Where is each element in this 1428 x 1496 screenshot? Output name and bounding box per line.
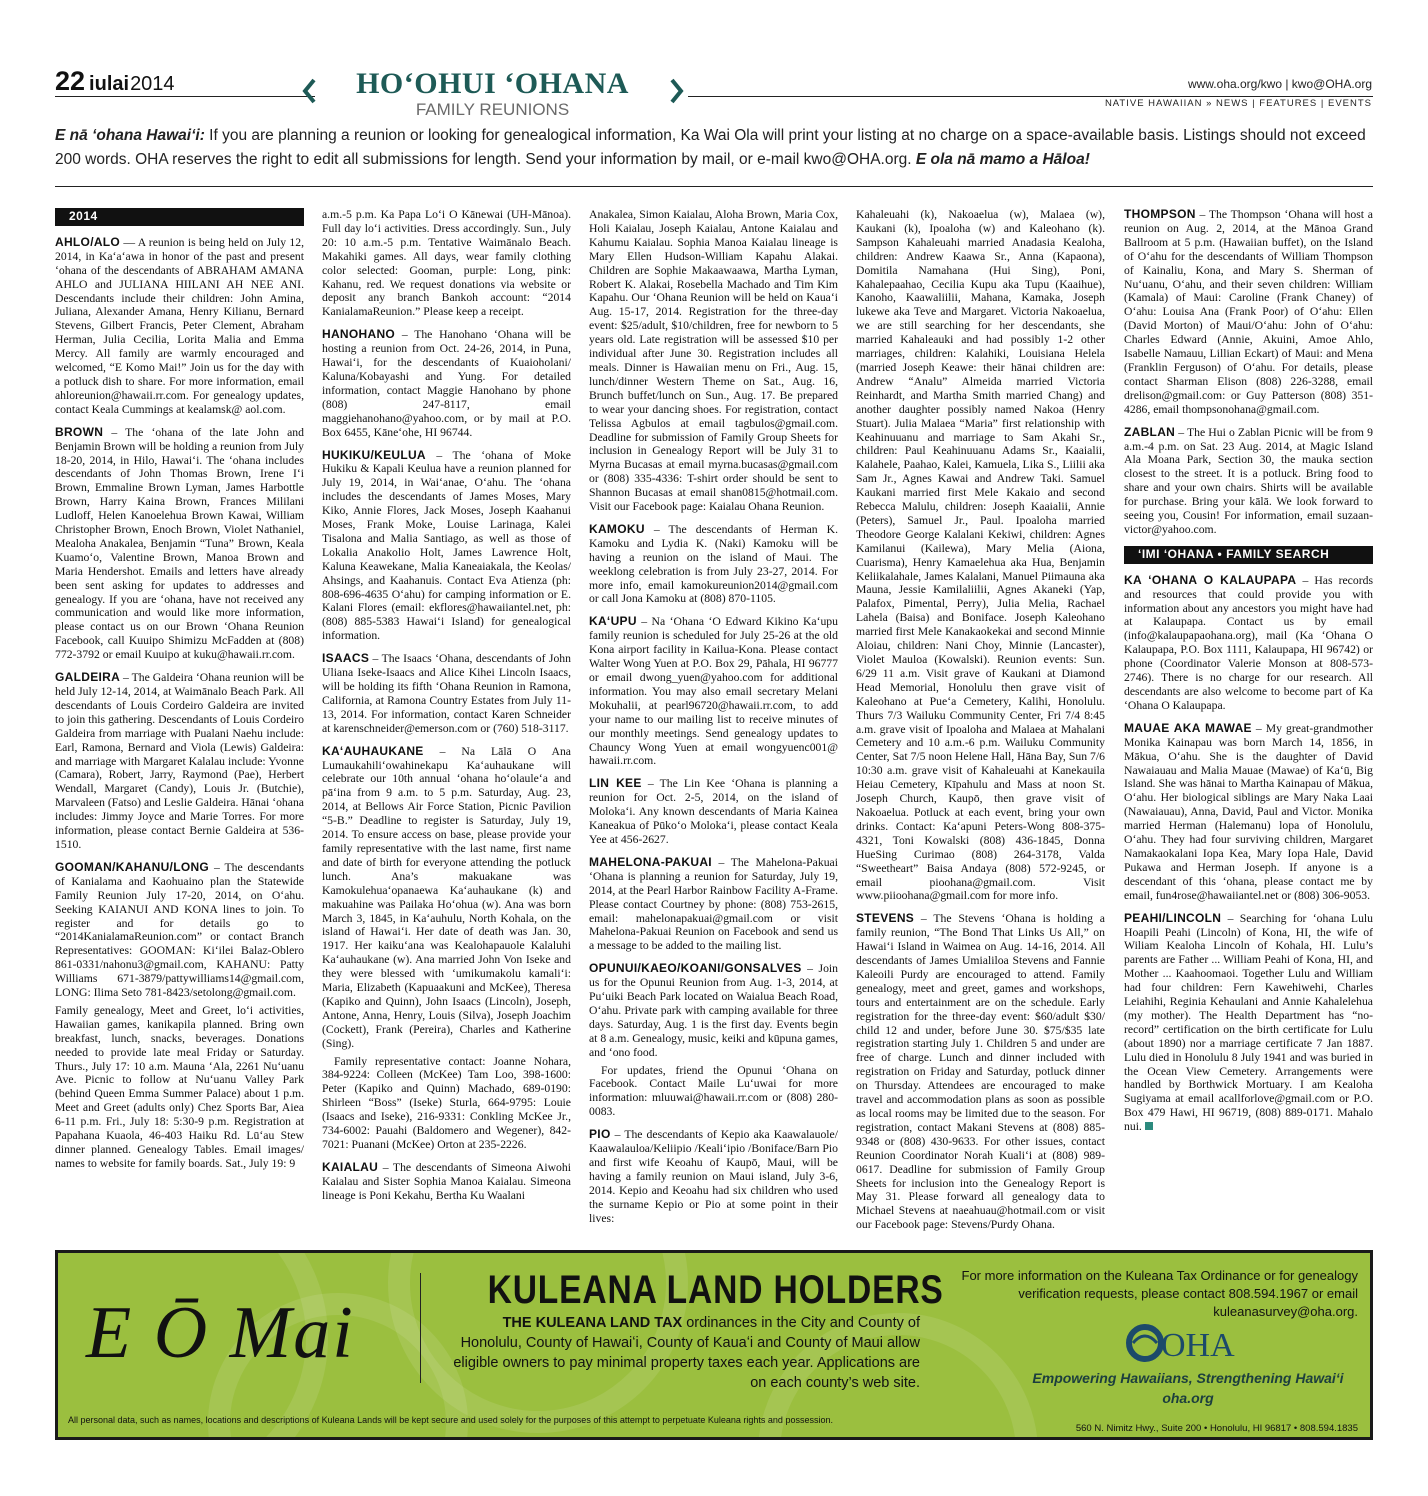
listing-text: – The Isaacs ʻOhana, descendants of John Uliana Iseke-Isaacs and Alice Kihei Lincoln Isaacs, will be holding its fifth ʻOhana Reunion in Ramona, California, at Ramona Country Estates from July 11-13, 2014. For information, contact Karen Schneider at karenschneider@emerson.com or (760) 518-3117.	[322, 652, 571, 735]
listing-isaacs	[322, 652, 571, 735]
listing-zablan	[1124, 426, 1373, 537]
listing-heading: GOOMAN/KAHANU/LONG	[55, 859, 210, 874]
listing-kamoku	[589, 523, 838, 606]
listing-heading: ISAACS	[322, 651, 370, 666]
chevron-left-icon	[302, 78, 316, 104]
listing-hukiku	[322, 449, 571, 644]
intro-text	[55, 124, 1373, 172]
listing-ahlo	[55, 236, 304, 417]
listing-peahi	[1124, 912, 1373, 1135]
listing-text: – The ʻohana of the late John and Benjamin Brown will be holding a reunion from July 18-20, 2014, in Hilo, Hawaiʻi. The ʻohana includes descendants of John Thomas Brown, Irene Iʻi Brown, Emmaline Brown Lyman, James Harbottle Brown, Harry Kaina Brown, Frances Mililani Ludloff, Helen Kanoelehua Brown Kawai, William Christopher Brown, Enoch Brown, Violet Nathaniel, Mealoha Anakalea, Benjamin “Tuna” Brown, Keala Kuamoʻo, Valentine Brown, Manoa Brown and Maria Hendershot. Emails and letters have already been sent asking for updates to addresses and genealogy. If you are ʻohana, have not received any communication and would like more information, please contact us on our Brown ʻOhana Reunion Facebook, call Kuuipo Shimizu McFadden at (808) 772-3792 or email Kuuipo at kuku@hawaii.rr.com.	[55, 425, 304, 662]
listing-mahelona	[589, 856, 838, 953]
listing-text: – Na Lālā O Ana Lumaukahiliʻowahinekapu Kaʻauhaukane will celebrate our 10th annual ʻohana hoʻolauleʻa and pāʻina from 9 a.m. to 5 p.m. Saturday, Aug. 23, 2014, at Bellows Air Force Station, Picnic Pavilion “5-B.” Deadline to register is Saturday, July 19, 2014. To ensure access on base, please provide your family representative with the last name, first name and date of birth for everyone attending the potluck lunch. Ana’s makuakane was Kamokulehuaʻopanaewa Kaʻauhaukane (k) and makuahine was Pailaka Hoʻohua (w). Ana was born March 3, 1845, in Kaʻauhulu, North Kohala, on the island of Hawaiʻi. Her date of death was Jan. 30, 1917. Her kaikuʻana was Kealohapauole Kalaluhi Kaʻauhaukane (w). Ana married John Von Iseke and they were blessed with ʻumikumakolu kamaliʻi: Maria, Elizabeth (Kapuaakuni and McKee), Theresa (Kapiko and Quinn), John Isaacs (Lincoln), Joseph, Antone, Anna, Henry, Louis (Silva), Joseph Joachim (Cockett), Frank (Pereira), Charles and Katherine (Sing).	[322, 744, 571, 1050]
listing-text: – The descendants of Herman K. Kamoku and Lydia K. (Naki) Kamoku will be having a reunion on the island of Maui. The weeklong celebration is from July 23-27, 2014. For more info, email kamokureunion2014@gmail.com or call Jona Kamoku at (808) 870-1105.	[589, 522, 838, 606]
listing-pio	[589, 1128, 838, 1225]
listing-text: – The descendants of Kepio aka Kaawalauole/ Kaawalauloa/Keliipio /Kealiʻipio /Boniface/Barn Pio and first wife Keoahu of Kaupō, Maui, will be having a family reunion on Maui island, July 3-6, 2014. Kepio and Keoahu had six children who used the surname Kepio or Pio at some point in their lives:	[589, 1128, 838, 1225]
listing-heading: PIO	[589, 1127, 611, 1142]
intro-closing: E ola nā mamo a Hāloa!	[915, 151, 1090, 168]
listing-heading: AHLO/ALO	[55, 234, 121, 249]
ad-body-lead: THE KULEANA LAND TAX	[502, 1315, 683, 1331]
listing-text: – My great-grandmother Monika Kainapau was born March 14, 1856, in Mākua, Oʻahu. She is the daughter of David Nawaiauau and Malia Mauae (Mawae) of Kaʻū, Big Island. She was hānai to Martha Kainapau of Mākua, Oʻahu. Her biological siblings are Mary Naka Laai (Nawaiauau), Anna, David, Paul and Victor. Monika married Herman (Halemanu) lopa of Honolulu, Oʻahu. They had four surviving children, Margaret Namakaokalani Iopa Kea, Mary Iopa Hale, David Pukawa and Herman Joseph. If anyone is a descendant of this ʻohana, please contact me by email, fun4rose@hawaiiantel.net or (808) 306-9053.	[1124, 721, 1373, 902]
listing-heading: THOMPSON	[1124, 208, 1196, 221]
listing-text: – The Thompson ʻOhana will host a reunion on Aug. 2, 2014, at the Mānoa Grand Ballroom at 5 p.m. (Hawaiian buffet), on the Island of Oʻahu for the descendants of William Thompson of Kainaliu, Kona, and Mary S. Sherman of Nuʻuanu, Oʻahu, and their seven children: William (Kamala) of Maui: Caroline (Frank Chaney) of Oʻahu: Louisa Ana (Frank Poor) of Oʻahu: Ellen (David Morton) of Maui/Oʻahu: John of Oʻahu: Charles Edward (Annie, Akuini, Amoe Ahlo, Isabelle Namauu, Lillian Eckart) of Maui: and Mena (Franklin Ferguson) of Oʻahu. For details, please contact Sharman Elison (808) 226-3288, email drelison@gmail.com: or Guy Patterson (808) 351-4286, email thompsonohana@gmail.com.	[1124, 208, 1373, 416]
ad-fine-print: All personal data, such as names, locations and descriptions of Kuleana Lands will be kept secure and used solely for the purposes of this attempt to perpetuate Kuleana rights and possession.	[68, 1415, 833, 1425]
listing-kaauhaukane	[322, 745, 571, 1051]
listing-pio-continued: Kahaleuahi (k), Nakoaelua (w), Malaea (w), Kaukani (k), Ipoaloha (w) and Kaleohano (k). Sampson Kahaleuahi married Anadasia Kealoha, children: Andrew Kaawa Sr., Anna (Kapaona), Domitila Namahana (Hui Sing), Poni, Kahalepaahao, Cecilia Kupu aka Tupu (Kaaihue), Kanoho, Kaawaliilii, Mahana, Kamaka, Joseph lukewe aka Teve and Margaret. Victoria Nakoaelua, we are still searching for her descendants, she married Kahaleauki and had possibly 1-2 other marriages, children: Kalahiki, Louisiana Helela (married Joseph Keawe: their hānai children are: Andrew “Analu” Almeida married Victoria Reinhardt, and Martha Smith married Chang) and another daughter possibly named Nakoa (Henry Stuart). Julia Malaea “Maria” first relationship with Keahinuuanu and marriage to Sam Akahi Sr., children: Paul Keahinuuanu Adams Sr., Kaaialii, Kalahele, Paahao, Kalei, Kamuela, Lika S., Liilii aka Sam Jr., Agnes Kawai and Andrew Taki. Samuel Kaukani married first Mele Kakaio and second Rebecca Malulu, children: Joseph Kaaialii, Annie (Peters), Samuel Jr., Paul. Ipoaloha married Theodore George Kalalani Kekiwi, children: Agnes Kamilanui (Kailewa), Mary Melia (Aiona, Cuarisma), Henry Kamaelehua aka Hua, Benjamin Keliikalahale, James Kalalani, Manuel Piimauna aka Mauna, Jessie Kamilaliilii, Agnes Akaneki (Yap, Palafox, Pimental, Perry), Julia Melia, Rachael Lahela (Baisa) and Boniface. Joseph Kaleohano married first Mele Kanakaokekai and second Minnie Aloiau, children: Nani Choy, Minnie (Lancaster), Violet Mauloa (Kowalski). Reunion events: Sun. 6/29 11 a.m. Visit grave of Kaukani at Diamond Head Memorial, Honolulu then grave visit of Kaleohano at Pueʻa Cemetery, Kalihi, Honolulu. Thurs 7/3 Wailuku Community Center, Fri 7/4 8:45 a.m. grave visit of Ipoaloha and Malaea at Mahalani Cemetery and 10 a.m.-6 p.m. Wailuku Community Center, Sat 7/5 noon Helene Hall, Hāna Bay, Sun 7/6 10:30 a.m. grave visit of Kahaleuahi at Kanekauila Heiau Cemetery, Kīpahulu and Mass at noon St. Joseph Church, Kaupō, then grave visit of Nakoaelua. Potluck at each event, bring your own drinks. Contact: Kaʻapuni Peters-Wong 808-375-4321, Toni Kowalski (808) 436-1845, Donna HueSing Curimao (808) 264-3178, Valda “Sweetheart” Baisa Andaya (808) 572-9245, or email pioohana@gmail.com. Visit www.piioohana@gmail.com for more info.	[856, 208, 1105, 903]
listing-kaauhaukane-continued: Family representative contact: Joanne Nohara, 384-9224: Colleen (McKee) Tam Loo, 398-1600: Peter (Kapiko and Quinn) Machado, 689-0190: Shirleen “Boss” (Iseke) Sturla, 664-9795: Louie (Isaacs and Iseke), 216-9331: Conkling McKee Jr., 734-6002: Pauahi (Baldomero and Wegener), 842-7021: Puanani (McKee) Orton at 235-2226.	[322, 1054, 571, 1151]
header-rule-left	[55, 96, 315, 97]
listing-text: – The descendants of Kanialama and Kaohuaino plan the Statewide Family Reunion July 17-20, 2014, on Oʻahu. Seeking KAIANUI AND KONA lines to join. To register and for details go to “2014KanialamaReunion.com” or contact Branch Representatives: GOOMAN: Kiʻilei Balaz-Oblero 861-0331/nahonu3@gmail.com, KAHANU: Patty Williams 671-3879/pattywilliams14@gmail.com, LONG: Ilima Seto 781-8423/setolong@gmail.com.	[55, 860, 304, 1000]
oha-address: 560 N. Nimitz Hwy., Suite 200 • Honolulu, HI 96817 • 808.594.1835	[1075, 1423, 1358, 1434]
intro-lead: E nā ʻohana Hawaiʻi:	[55, 127, 205, 144]
chevron-right-icon	[670, 78, 684, 104]
listing-heading: GALDEIRA	[55, 670, 121, 685]
listing-gooman-continued: Family genealogy, Meet and Greet, loʻi activities, Hawaiian games, kanikapila planned. Bring own breakfast, lunch, snacks, beverages. Donations needed to provide late meal Friday or Saturday. Thurs., July 17: 10 a.m. Mauna ʻAla, 2261 Nuʻuanu Ave. Picnic to follow at Nuʻuanu Valley Park (behind Queen Emma Summer Palace) about 1 p.m. Meet and Greet (adults only) Chez Sports Bar, Aiea 6-11 p.m. Fri., July 18: 5:30-9 p.m. Registration at Papahana Kuaola, 46-403 Haiku Rd. Lūʻau Stew dinner planned. Genealogy Tables. Email images/ names to website for family boards. Sat., July 19: 9	[55, 1003, 304, 1170]
oha-logo	[1123, 1323, 1243, 1363]
listing-galdeira	[55, 671, 304, 852]
tagline: NATIVE HAWAIIAN » NEWS | FEATURES | EVENTS	[1104, 98, 1372, 109]
kuleana-headline-block	[450, 1267, 944, 1393]
listing-text: – Searching for ʻohana Lulu Hoapili Peahi (Lincoln) of Kona, HI, the wife of Wiliam Kealoha Lincoln of Kohala, HI. Lulu’s parents are Father ... William Peahi of Kona, HI, and Mother ... Kaahoomaoi. Together Lulu and William had four children: Fern Kawehiwehi, Charles Leiahihi, Reginia Kehaulani and Annie Kahalelehua (my mother). The Health Department has “no-record” certification on the birth certificate for Lulu (about 1890) nor a marriage certificate 7 Jan 1887. Lulu died in Honolulu 8 July 1941 and was buried in the Ocean View Cemetery. Arrangements were handled by Borthwick Mortuary. I am Kealoha Sugiyama at email acallforlove@gmail.com or P.O. Box 479 Hawi, HI 96719, (808) 889-0171. Mahalo nui.	[1124, 911, 1373, 1134]
ad-info: For more information on the Kuleana Tax Ordinance or for genealogy verification requests, please contact 808.594.1967 or email kuleanasurvey@oha.org.	[961, 1268, 1358, 1319]
listing-text: – The Stevens ʻOhana is holding a family reunion, “The Bond That Links Us All,” on Hawaiʻi Island in Waimea on Aug. 14-16, 2014. All descendants of James Umialiloa Stevens and Fannie Kaleoili Purdy are encouraged to attend. Family genealogy, meet and greet, games and workshops, tours and entertainment are on the schedule. Early registration for the three-day event: $60/adult $30/ child 12 and under, before June 30. $75/$35 late registration starting July 1. Children 5 and under are free of charge. Lunch and dinner included with registration on Friday and Saturday, potluck dinner on Thursday. Attendees are encouraged to make travel and accommodation plans as soon as possible as local rooms may be limited due to the season. For registration, contact Makani Stevens at (808) 885-9348 or (808) 430-9633. For other issues, contact Reunion Coordinator Norah Kualiʻi at (808) 989-0617. Deadline for submission of Family Group Sheets for inclusion into the Genealogy Report is May 31. Please forward all genealogy data to Michael Stevens at naeahuau@hotmail.com or visit our Facebook page: Stevens/Purdy Ohana.	[856, 912, 1105, 1232]
oha-slogan: Empowering Hawaiians, Strengthening Hawaiʻi	[1032, 1370, 1344, 1386]
listing-heading: HUKIKU/KEULUA	[322, 447, 426, 462]
listing-heading: MAHELONA-PAKUAI	[589, 854, 712, 869]
oha-logo-text: OHA	[1161, 1327, 1235, 1363]
year-bar: 2014	[55, 208, 304, 226]
listing-text: – The descendants of Simeona Aiwohi Kaialau and Sister Sophia Manoa Kaialau. Simeona lineage is Poni Kekahu, Bertha Ku Waalani	[322, 1160, 571, 1202]
listing-text: – The Hui o Zablan Picnic will be from 9 a.m.-4 p.m. on Sat. 23 Aug. 2014, at Magic Island Ala Moana Park, Section 30, the mauka section closest to the street. It is a potluck. Bring food to share and your own chairs. Shirts will be available for purchase. Bring your kālā. We look forward to seeing you, Cousin! For information, email suzaan-victor@yahoo.com.	[1124, 425, 1373, 536]
column-2	[322, 208, 571, 1238]
listing-heading: OPUNUI/KAEO/KOANI/GONSALVES	[589, 961, 802, 976]
oha-slogan-block	[988, 1368, 1373, 1408]
header-rule-right	[688, 96, 1373, 97]
listing-heading: KAʻUPU	[589, 614, 637, 629]
listing-text: – The ʻohana of Moke Hukiku & Kapali Keulua have a reunion planned for July 19, 2014, in Waiʻanae, Oʻahu. The ʻohana includes the descendants of James Moses, Mary Kiko, Annie Flores, Jack Moses, Joseph Kaahanui Moses, Frank Moke, Louise Larinaga, Kalei Tisalona and Malia Santiago, as well as those of Lokalia Anakolio Holt, James Lawrence Holt, Kaluna Keawekane, Malia Kaneaiakala, the Keolas/ Ahsings, and Kaahanuis. Contact Eva Atienza (ph: 808-696-4635 Oʻahu) for camping information or E. Kalani Flores (email: ekflores@hawaiiantel.net, ph: (808) 885-5383 Hawaiʻi Island) for genealogical information.	[322, 448, 571, 643]
listing-text: – The Hanohano ʻOhana will be hosting a reunion from Oct. 24-26, 2014, in Puna, Hawaiʻi, for the descendants of Kuaioholani/ Kaluna/Kobayashi and Yung. For detailed information, contact Maggie Hanohano by phone (808) 247-8117, email maggiehanohano@yahoo.com, or by mail at P.O. Box 6455, Kāneʻohe, HI 96744.	[322, 328, 571, 439]
listing-kaialau-continued: Anakalea, Simon Kaialau, Aloha Brown, Maria Cox, Holi Kaialau, Joseph Kaialau, Antone Kaialau and Kahumu Kaialau. Sophia Manoa Kaialau lineage is Mary Ellen Hudson-William Kapahu Alakai. Children are Sophie Makaawaawa, Martha Lyman, Robert K. Alakai, Rosebella Machado and Tim Kim Kapahu. Our ʻOhana Reunion will be held on Kauaʻi Aug. 15-17, 2014. Registration for the three-day event: $25/adult, $10/children, free for newborn to 5 years old. Late registration will be assessed $10 per individual after June 30. Registration includes all meals. Dinner is Hawaiian menu on Fri., Aug. 15, lunch/dinner Western Theme on Sat., Aug. 16, Brunch buffet/lunch on Sun., Aug. 17. Be prepared to wear your dancing shoes. For registration, contact Telissa Agbulos at email tagbulos@gmail.com. Deadline for submission of Family Group Sheets for inclusion in Genealogy Report will be July 31 to Myrna Bucasas at email myrna.bucasas@gmail.com or (808) 335-4336: T-shirt order should be sent to Shannon Bucasas at email shan0815@hotmail.com. Visit our Facebook page: Kaialau Ohana Reunion.	[589, 208, 838, 514]
listing-text: – The Galdeira ʻOhana reunion will be held July 12-14, 2014, at Waimānalo Beach Park. All descendants of Louis Cordeiro Galdeira are invited to join this gathering. Descendants of Louis Cordeiro Galdeira from marriage with Pualani Naehu include: Earl, Ramona, Bernard and Viola (Lewis) Galdeira: and marriage with Margaret Kalalau include: Yvonne (Camara), Robert, Jarry, Raymond (Pae), Herbert Wendall, Margaret (Candy), Louis Jr. (Butchie), Marvaleen (Fatso) and Leslie Galdeira. Hānai ʻohana includes: Jimmy Joyce and Marie Torres. For more information, please contact Bernie Galdeira at 536-1510.	[55, 671, 304, 851]
listing-hanohano	[322, 328, 571, 439]
listing-thompson	[1124, 208, 1373, 417]
listing-kaupu	[589, 615, 838, 768]
issue-month: iulai	[89, 73, 130, 95]
column-5	[1124, 208, 1373, 1238]
column-4	[856, 208, 1105, 1238]
intro-rule	[55, 186, 1373, 187]
e-o-mai-script: E Ō Mai	[86, 1292, 355, 1374]
listing-brown	[55, 426, 304, 662]
ad-body	[450, 1313, 920, 1393]
listing-text: – Join us for the Opunui Reunion from Aug. 1-3, 2014, at Puʻuiki Beach Park located on Waialua Beach Road, Oʻahu. Private park with camping available for three days. Saturday, Aug. 1 is the first day. Events begin at 8 a.m. Genealogy, music, keiki and kūpuna games, and ʻono food.	[589, 962, 838, 1059]
listing-kaialau	[322, 1161, 571, 1203]
ad-body-text: ordinances in the City and County of Honolulu, County of Hawaiʻi, County of Kauaʻi and County of Maui allow eligible owners to pay minimal property taxes each year. Applications are on each county’s web site.	[453, 1315, 920, 1391]
column-1	[55, 208, 304, 1238]
listing-heading: MAUAE AKA MAWAE	[1124, 720, 1252, 735]
listing-kalaupapa	[1124, 574, 1373, 713]
ad-divider	[420, 1273, 421, 1383]
listing-heading: ZABLAN	[1124, 424, 1176, 439]
issue-year: 2014	[130, 73, 175, 95]
listing-gooman-continued-2: a.m.-5 p.m. Ka Papa Loʻi O Kānewai (UH-Mānoa). Full day loʻi activities. Dress accordingly. Sun., July 20: 10 a.m.-5 p.m. Tentative Waimānalo Beach. Makahiki games. All days, wear family clothing color selected: Gooman, purple: Long, pink: Kahanu, red. We request donations via website or deposit any branch Bankoh account: “2014 KanialamaReunion.” Please keep a receipt.	[322, 208, 571, 319]
listing-heading: HANOHANO	[322, 327, 396, 342]
section-title-main: HOʻOHUI ʻOHANA	[356, 67, 629, 100]
listing-mauae	[1124, 722, 1373, 903]
intro-body: If you are planning a reunion or looking for genealogical information, Ka Wai Ola will print your listing at no charge on a space-available basis. Listings should not exceed 200 words. OHA reserves the right to edit all submissions for length. Send your information by mail, or e-mail kwo@OHA.org.	[55, 127, 1366, 168]
listing-gooman	[55, 861, 304, 1000]
listing-heading: STEVENS	[856, 911, 915, 926]
section-title	[330, 68, 655, 120]
listing-heading: KAMOKU	[589, 521, 645, 536]
listing-opunui-continued: For updates, friend the Opunui ʻOhana on Facebook. Contact Maile Luʻuwai for more information: mluuwai@hawaii.rr.com or (808) 280-0083.	[589, 1063, 838, 1119]
listing-lin-kee	[589, 777, 838, 847]
listing-stevens	[856, 912, 1105, 1232]
ad-headline: KULEANA LAND HOLDERS	[487, 1268, 944, 1312]
listing-heading: BROWN	[55, 424, 104, 439]
kuleana-advertisement	[55, 1250, 1373, 1440]
issue-date	[55, 66, 175, 97]
listing-opunui	[589, 962, 838, 1059]
listing-heading: KA ʻOHANA O KALAUPAPA	[1124, 572, 1297, 587]
listing-text: – The Lin Kee ʻOhana is planning a reunion for Oct. 2-5, 2014, on the island of Molokaʻi. Any known descendants of Maria Kainea Kaneakua of Pūkoʻo Molokaʻi, please contact Keala Yee at 456-2627.	[589, 777, 838, 846]
website-link[interactable]: www.oha.org/kwo | kwo@OHA.org	[1187, 77, 1372, 91]
listing-heading: KAIALAU	[322, 1159, 379, 1174]
listing-heading: LIN KEE	[589, 776, 642, 791]
listing-heading: PEAHI/LINCOLN	[1124, 910, 1222, 925]
end-mark-icon	[1145, 1122, 1153, 1130]
family-search-bar: ʻIMI ʻOHANA • FAMILY SEARCH	[1124, 546, 1373, 564]
listing-text: — A reunion is being held on July 12, 2014, in Kaʻaʻawa in honor of the past and present ʻohana of the descendants of ABRAHAM AMANA AHLO and JULIANA HIILANI AH NEE ANI. Descendants include their children: John Amina, Juliana, Alexander Amana, Henry Kilianu, Bernard Stevens, Gilbert Francis, Peter Clement, Abraham Herman, Julia Cecilia, Lorita Malia and Emma Mercy. All family are warmly encouraged and welcomed, “E Komo Mai!” Join us for the day with a potluck dish to share. For more information, email ahloreunion@hawaii.rr.com. For genealogy updates, contact Keala Cummings at kealamsk@ aol.com.	[55, 235, 304, 416]
listing-heading: KAʻAUHAUKANE	[322, 743, 424, 758]
oha-url[interactable]: oha.org	[1162, 1390, 1214, 1406]
issue-day: 22	[55, 66, 86, 96]
listing-text: – Has records and resources that could provide you with information about any ancestors you might have had at Kalaupapa. Contact us by email (info@kalaupapaohana.org), mail (Ka ʻOhana O Kalaupapa, P.O. Box 1111, Kalaupapa, HI 96742) or phone (Coordinator Valerie Monson at 808-573-2746). There is no charge for our research. All descendants are also welcome to become part of Ka ʻOhana O Kalaupapa.	[1124, 573, 1373, 712]
column-3	[589, 208, 838, 1238]
listing-text: – The Mahelona-Pakuai ʻOhana is planning a reunion for Saturday, July 19, 2014, at the Pearl Harbor Rainbow Facility A-Frame. Please contact Courtney by phone: (808) 753-2615, email: mahelonapakuai@gmail.com or visit Mahelona-Pakuai Reunion on Facebook and send us a message to be added to the mailing list.	[589, 855, 838, 953]
section-title-sub: FAMILY REUNIONS	[415, 100, 570, 119]
listing-text: – Na ʻOhana ʻO Edward Kikino Kaʻupu family reunion is scheduled for July 25-26 at the old Kona airport facility in Kailua-Kona. Please contact Walter Wong Yuen at P.O. Box 29, Pāhala, HI 96777 or email dwong_yuen@yahoo.com for additional information. You may also email secretary Melani Mokuhalii, at pearl96720@hawaii.rr.com, to add your name to our mailing list to receive minutes of our monthly meetings. Send genealogy updates to Chauncy Wong Yuen at email wongyuenc001@ hawaii.rr.com.	[589, 615, 838, 768]
